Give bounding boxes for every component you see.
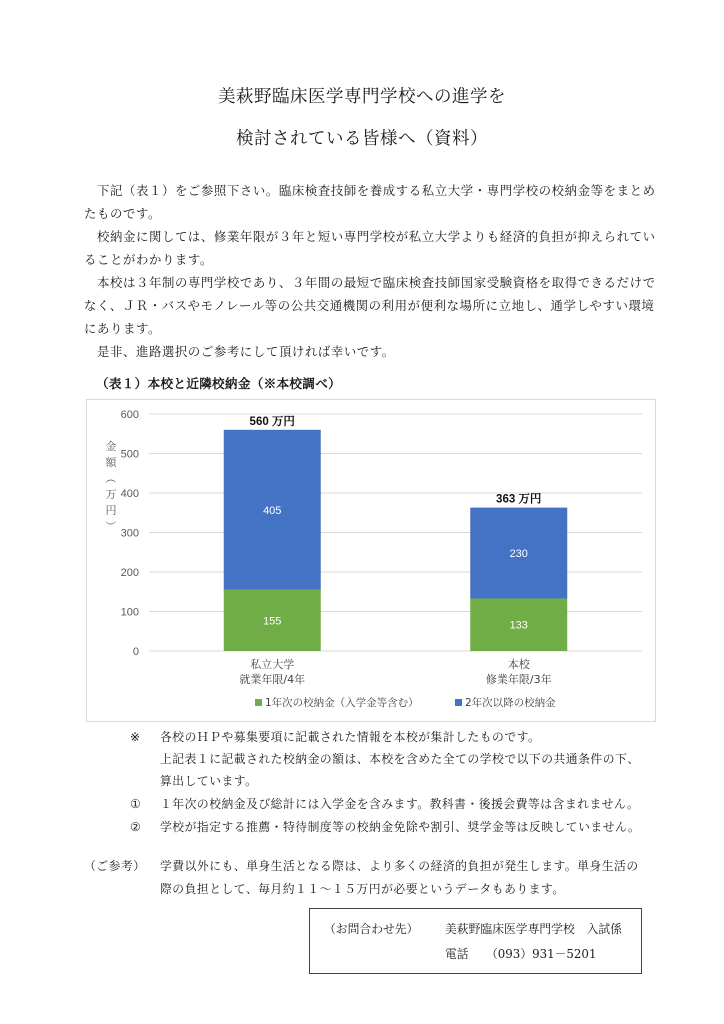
intro-paragraph-2: 校納金に関しては、修業年限が３年と短い専門学校が私立大学よりも経済的負担が抑えられていることがわかります。 [84, 229, 656, 267]
note-line-1: 各校のＨＰや募集要項に記載された情報を本校が集計したものです。 [160, 730, 541, 744]
note-item-1: １年次の校納金及び総計には入学金を含みます。教科書・後援会費等は含まれません。 [160, 797, 640, 811]
table-caption: （表１）本校と近隣校納金（※本校調べ） [96, 376, 341, 391]
intro-paragraph-1: 下記（表１）をご参照下さい。臨床検査技師を養成する私立大学・専門学校の校納金等をまとめたものです。 [84, 183, 656, 221]
total-label: 560 万円 [249, 415, 295, 428]
reference-line-1: 学費以外にも、単身生活となる際は、より多くの経済的負担が発生します。単身生活の [160, 859, 639, 873]
y-axis-label-char: （ [104, 472, 117, 484]
reference-label: （ご参考） [84, 859, 146, 873]
x-tick-label: 私立大学 [250, 658, 295, 671]
data-label: 155 [263, 615, 282, 628]
x-tick-label: 本校 [507, 658, 530, 671]
x-tick-label: 就業年限/4年 [239, 673, 306, 686]
y-tick-label: 300 [120, 527, 139, 540]
y-tick-label: 0 [132, 646, 139, 658]
intro-text [84, 179, 656, 363]
y-axis-label-char: ） [104, 520, 117, 532]
contact-tel-label: 電話 [445, 947, 469, 961]
chart-frame [86, 399, 656, 722]
stacked-bar-chart [87, 400, 655, 721]
y-axis-label-char: 万 [105, 488, 117, 501]
y-tick-label: 500 [120, 448, 139, 461]
x-tick-label: 修業年限/3年 [485, 673, 552, 686]
note-item-1-mark: ① [130, 797, 142, 811]
y-axis-label-char: 円 [105, 504, 117, 517]
note-item-2-mark: ② [130, 820, 142, 834]
note-mark: ※ [130, 730, 141, 744]
total-label: 363 万円 [496, 493, 542, 506]
page-title-line2: 検討されている皆様へ（資料） [236, 129, 488, 149]
reference-line-2: 際の負担として、毎月約１１～１５万円が必要というデータもあります。 [160, 882, 565, 896]
contact-label: （お問合わせ先） [324, 922, 419, 936]
data-label: 133 [509, 619, 528, 632]
contact-school: 美萩野臨床医学専門学校 入試係 [445, 922, 622, 936]
legend-label: 2年次以降の校納金 [465, 697, 556, 709]
page-title-line1: 美萩野臨床医学専門学校への進学を [218, 87, 506, 107]
note-line-2: 上記表１に記載された校納金の額は、本校を含めた全ての学校で以下の共通条件の下、 [160, 752, 640, 766]
legend-swatch [455, 699, 462, 706]
legend-label: 1年次の校納金（入学金等含む） [265, 697, 419, 709]
y-tick-label: 600 [120, 409, 139, 421]
contact-tel: （093）931－5201 [486, 947, 597, 961]
y-tick-label: 100 [120, 606, 139, 619]
data-label: 230 [509, 548, 528, 561]
y-axis-label-char: 金 [105, 440, 117, 453]
y-tick-label: 200 [120, 567, 139, 579]
intro-paragraph-4: 是非、進路選択のご参考にして頂ければ幸いです。 [97, 344, 395, 359]
contact-box [309, 908, 642, 974]
note-line-3: 算出しています。 [160, 774, 258, 788]
note-item-2: 学校が指定する推薦・特待制度等の校納金免除や割引、奨学金等は反映していません。 [160, 820, 641, 834]
data-label: 405 [263, 504, 282, 517]
intro-paragraph-3: 本校は３年制の専門学校であり、３年間の最短で臨床検査技師国家受験資格を取得できるだけでなく、ＪＲ・バスやモノレール等の公共交通機関の利用が便利な場所に立地し、通学しやすい環境にあります。 [84, 275, 656, 336]
y-axis-label-char: 額 [105, 456, 117, 469]
y-tick-label: 400 [120, 488, 139, 500]
legend-swatch [255, 699, 262, 706]
